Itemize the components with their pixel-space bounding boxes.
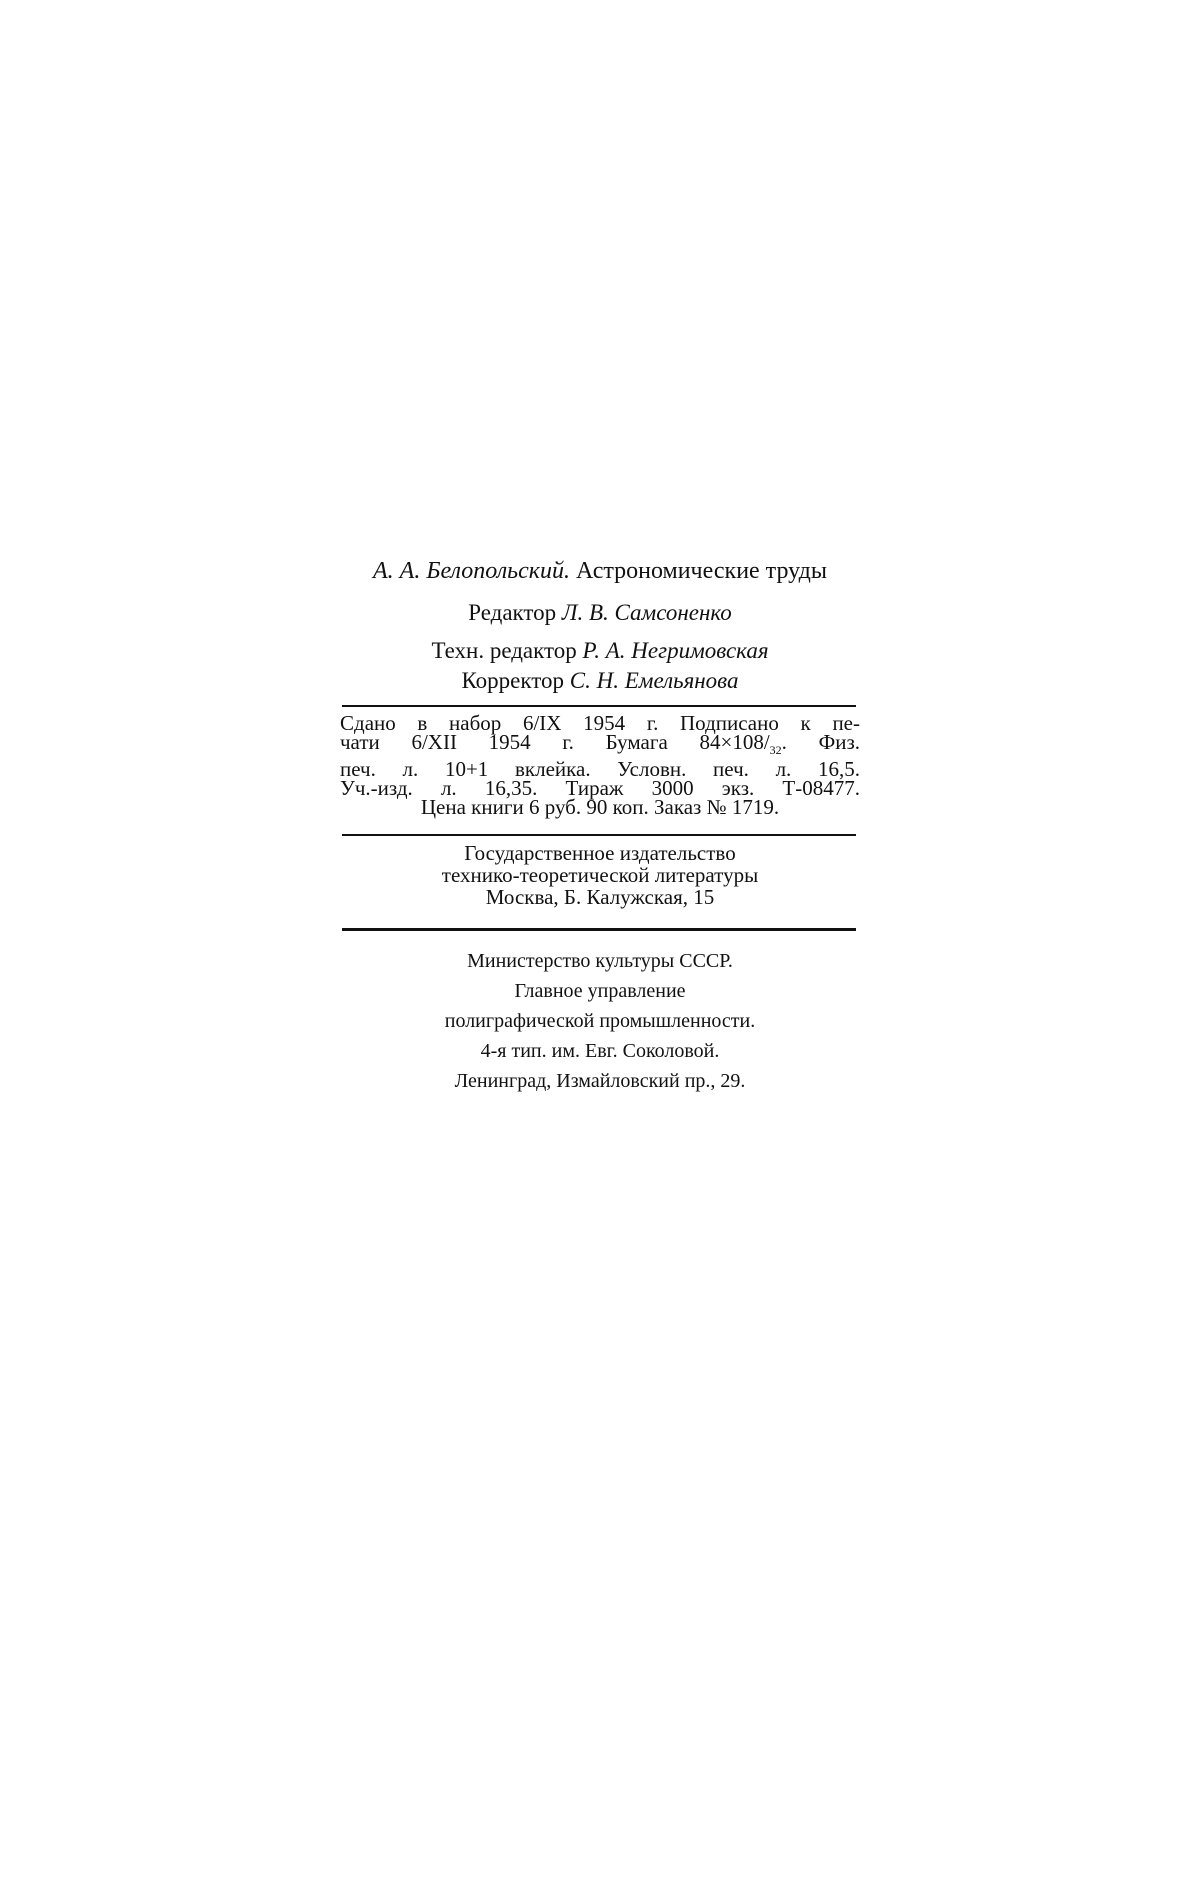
divider-rule [342, 705, 856, 707]
print-details-line: печ. л. 10+1 вклейка. Условн. печ. л. 16,5. [340, 757, 860, 782]
paper-format-fraction: 32 [769, 743, 782, 758]
printer-line: Главное управление [514, 980, 686, 1002]
print-details-line: Уч.-изд. л. 16,35. Тираж 3000 экз. Т-08477. [340, 776, 860, 801]
printer-line: 4-я тип. им. Евг. Соколовой. [480, 1040, 720, 1062]
printer-line: полиграфической промышленности. [444, 1010, 756, 1032]
corrector-line [340, 668, 860, 694]
corrector-name: С. Н. Емельянова [569, 668, 739, 693]
tech-editor-line [340, 638, 860, 664]
print-details-line: Цена книги 6 руб. 90 коп. Заказ № 1719. [420, 795, 780, 820]
printer-line: Министерство культуры СССР. [467, 950, 733, 972]
print-details-line [340, 730, 860, 760]
author-name: А. А. Белопольский. [373, 558, 570, 584]
publisher-block [340, 842, 860, 908]
divider-rule [342, 834, 856, 836]
tech-editor-name: Р. А. Негримовская [582, 638, 769, 663]
tech-editor-label: Техн. редактор [431, 638, 577, 663]
printer-line: Ленинград, Измайловский пр., 29. [454, 1070, 746, 1092]
publisher-name: технико-теоретической литературы [441, 863, 759, 887]
editor-name: Л. В. Самсоненко [561, 600, 732, 625]
book-title: Астрономические труды [575, 558, 827, 584]
publisher-address: Москва, Б. Калужская, 15 [485, 885, 715, 909]
paper-format-tail: . Физ. [781, 730, 860, 754]
divider-rule [342, 928, 856, 931]
author-title-line [340, 558, 860, 585]
paper-format-text: чати 6/XII 1954 г. Бумага 84×108/ [340, 730, 770, 754]
editor-line [340, 600, 860, 626]
printer-block [340, 946, 860, 1096]
publisher-name: Государственное издательство [464, 841, 736, 865]
print-details-line: Сдано в набор 6/IX 1954 г. Подписано к пе- [340, 711, 860, 735]
corrector-label: Корректор [461, 668, 565, 693]
print-details [340, 711, 860, 820]
editor-label: Редактор [468, 600, 557, 625]
